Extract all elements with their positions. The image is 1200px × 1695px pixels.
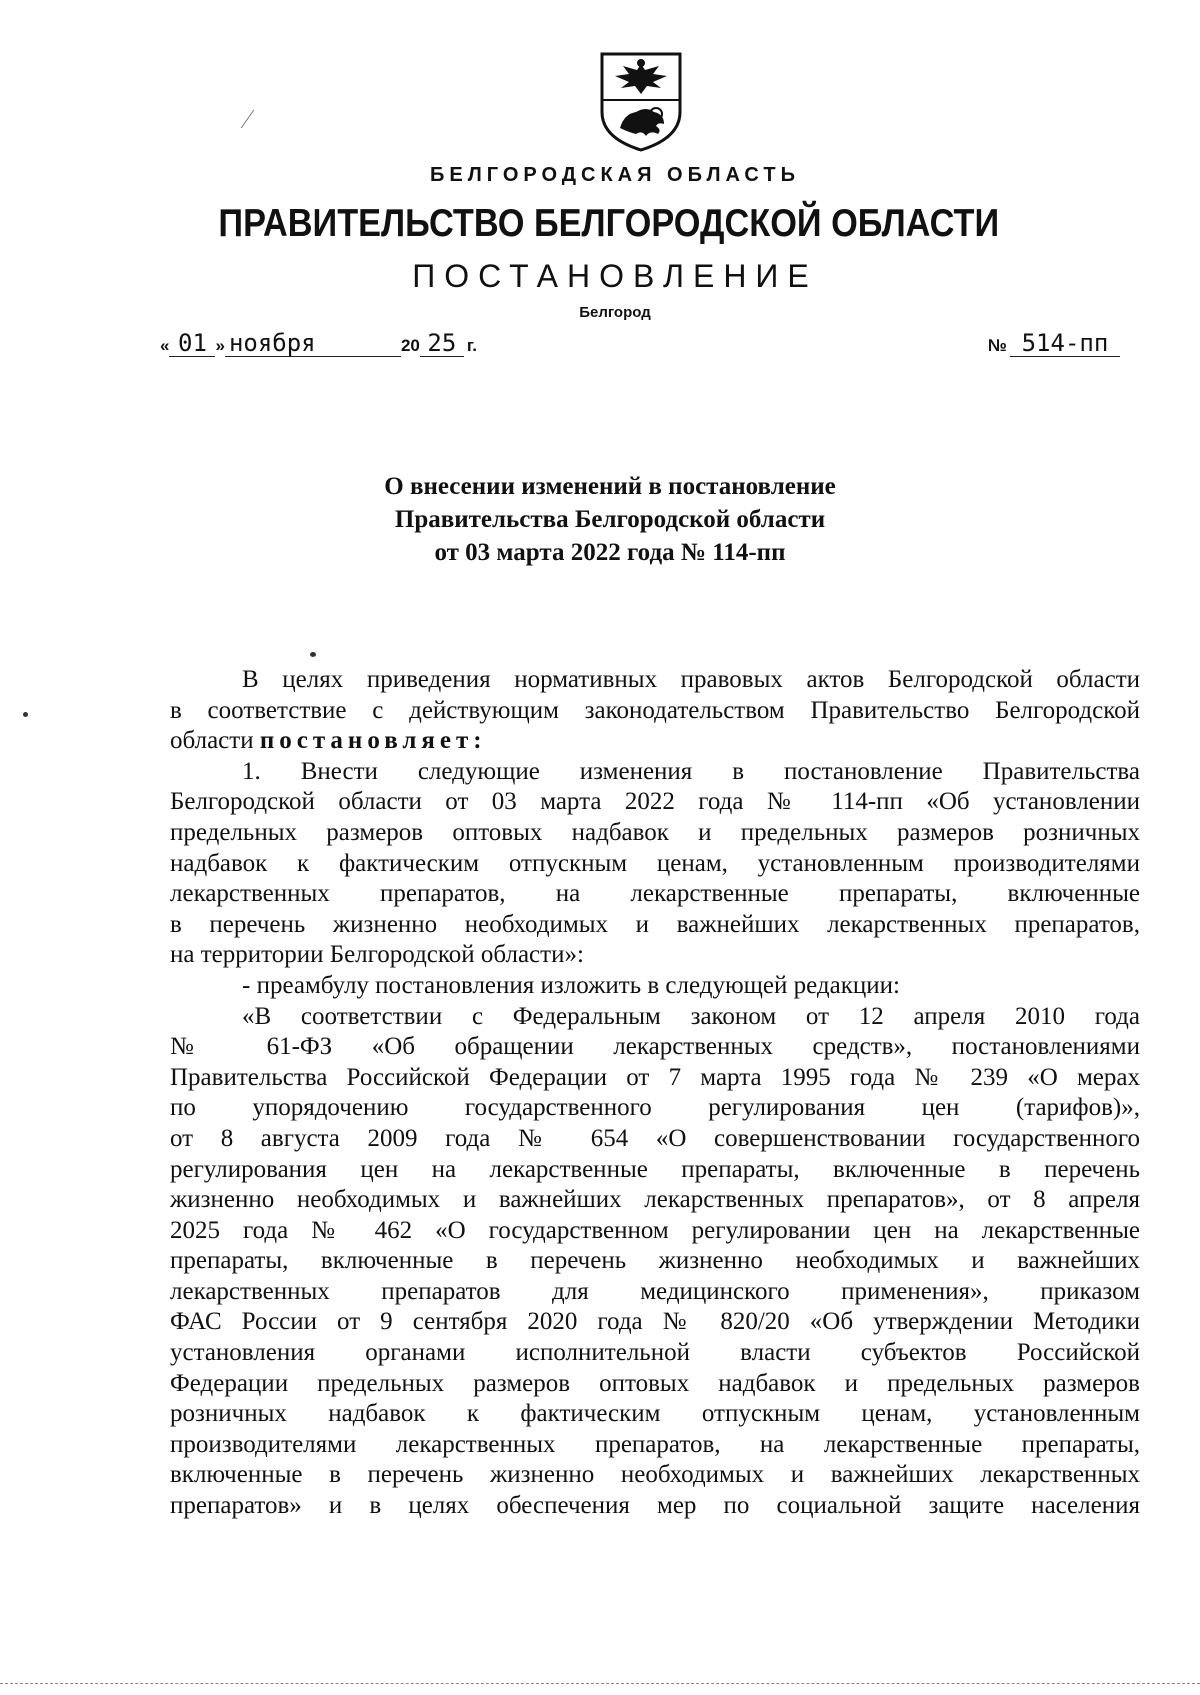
body-line: ФАС России от 9 сентября 2020 года № 820/20 «Об утверждении Методики [170,1308,1140,1336]
body-line: лекарственных препаратов для медицинского применения», приказом [170,1277,1140,1305]
date-close-quote: » [215,336,225,355]
body-line: 2025 года № 462 «О государственном регулировании цен на лекарственные [170,1216,1140,1244]
resolution-word: постановляет: [259,727,487,755]
body-line: предельных размеров оптовых надбавок и предельных размеров розничных [170,818,1140,846]
number-label: № [988,336,1007,355]
body-line: на территории Белгородской области»: [170,941,584,969]
date-day: 01 [169,330,215,357]
body-line: препаратов» и в целях обеспечения мер по социальной защите населения [170,1492,1140,1520]
document-number [988,330,1120,357]
body-line: № 61-ФЗ «Об обращении лекарственных средств», постановлениями [170,1033,1140,1061]
body-line: регулирования цен на лекарственные препараты, включенные в перечень [170,1155,1140,1183]
title-line-2: Правительства Белгородской области [394,506,826,533]
body-line: 1. Внести следующие изменения в постановление Правительства [242,757,1140,785]
government-name: ПРАВИТЕЛЬСТВО БЕЛГОРОДСКОЙ ОБЛАСТИ [218,202,1000,245]
body-line: в соответствие с действующим законодательством Правительство Белгородской [170,696,1140,724]
body-line: установления органами исполнительной власти субъектов Российской [170,1339,1140,1367]
scan-mark [23,712,28,717]
date-year-prefix: 20 [400,336,420,355]
document-title [0,470,1200,569]
scan-mark [241,110,254,129]
date-month: ноября [225,330,401,357]
body-line [170,726,1140,757]
number-value: 514-пп [1010,330,1120,357]
document-type: ПОСТАНОВЛЕНИЕ [412,258,818,294]
coat-of-arms-emblem [598,50,684,152]
body-line: - преамбулу постановления изложить в следующей редакции: [242,971,900,999]
body-line: розничных надбавок к фактическим отпускным ценам, установленным [170,1400,1140,1428]
body-line: лекарственных препаратов, на лекарственные препараты, включенные [170,880,1140,908]
body-line: Правительства Российской Федерации от 7 марта 1995 года № 239 «О мерах [170,1063,1140,1091]
date-year-suffix: 25 [420,330,464,357]
scan-edge-line [0,1683,1200,1684]
body-line: «В соответствии с Федеральным законом от 12 апреля 2010 года [242,1002,1140,1030]
title-line-3: от 03 марта 2022 года № 114-пп [434,539,786,566]
body-line: включенные в перечень жизненно необходимых и важнейших лекарственных [170,1461,1140,1489]
body-line: Федерации предельных размеров оптовых надбавок и предельных размеров [170,1369,1140,1397]
body-line: В целях приведения нормативных правовых актов Белгородской области [242,666,1140,693]
body-line: от 8 августа 2009 года № 654 «О совершенствовании государственного [170,1124,1140,1152]
body-line: в перечень жизненно необходимых и важнейших лекарственных препаратов, [170,910,1140,938]
date-open-quote: « [160,336,170,355]
document-body [170,665,1140,1522]
body-line: препараты, включенные в перечень жизненно необходимых и важнейших [170,1247,1140,1275]
region-name: БЕЛГОРОДСКАЯ ОБЛАСТЬ [430,164,800,186]
body-line: жизненно необходимых и важнейших лекарственных препаратов», от 8 апреля [170,1186,1140,1214]
body-text: области [170,727,260,755]
date-year-mark: г. [466,336,477,355]
document-date [160,330,477,357]
body-line: производителями лекарственных препаратов, на лекарственные препараты, [170,1430,1140,1458]
city-name: Белгород [579,304,651,321]
body-line: надбавок к фактическим отпускным ценам, установленным производителями [170,849,1140,877]
title-line-1: О внесении изменений в постановление [384,473,836,500]
body-line: Белгородской области от 03 марта 2022 года № 114-пп «Об установлении [170,788,1140,816]
body-line: по упорядочению государственного регулирования цен (тарифов)», [170,1094,1140,1122]
scan-mark [310,652,316,657]
